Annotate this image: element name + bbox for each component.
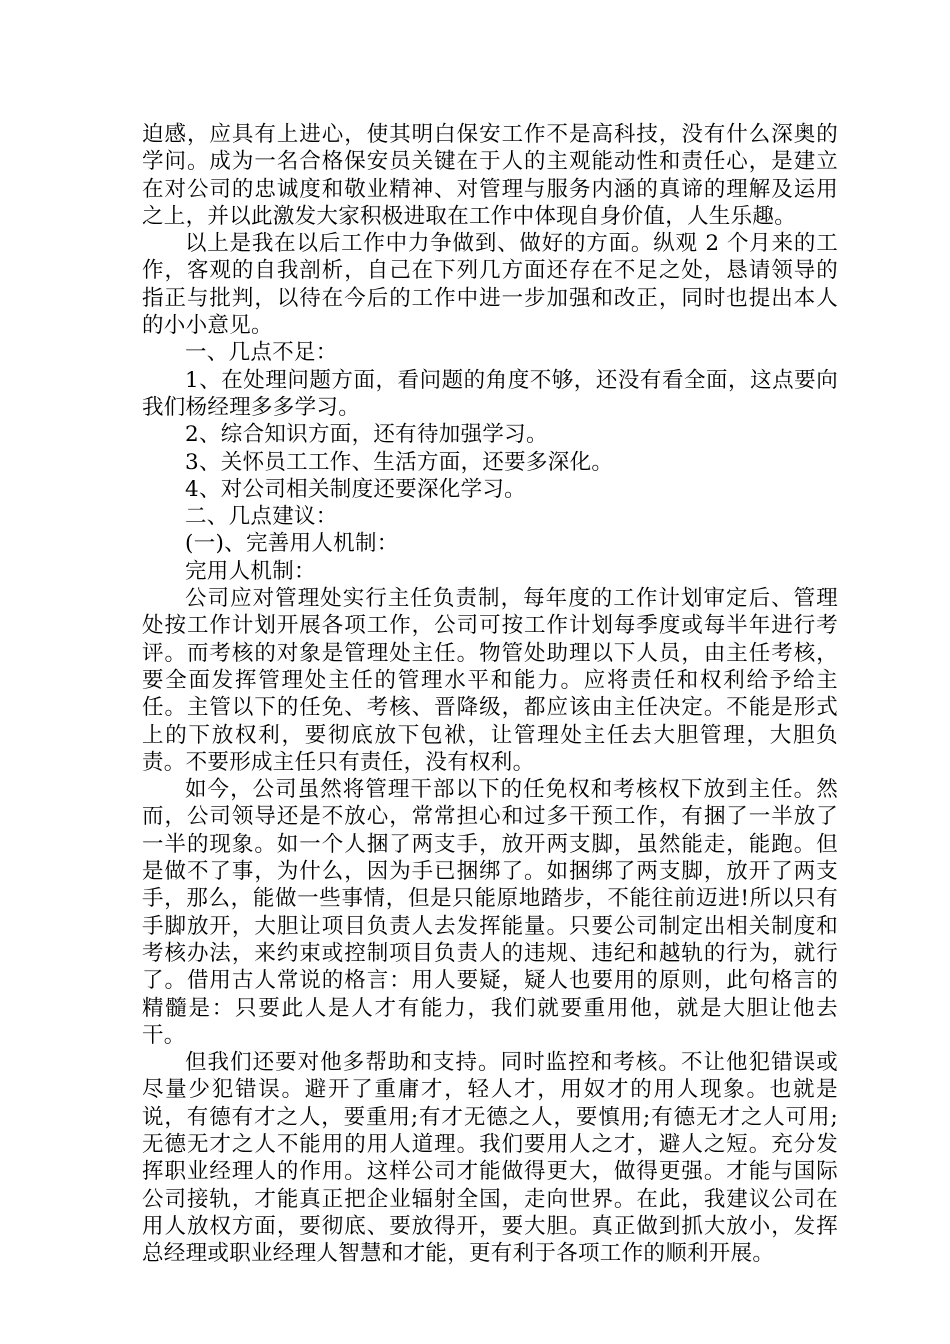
section-heading-suggestions: 二、几点建议： [185, 504, 338, 530]
list-item-shortcoming-1: 1、在处理问题方面，看问题的角度不够，还没有看全面，这点要向我们杨经理多多学习。 [142, 367, 838, 420]
paragraph-delegation: 如今，公司虽然将管理干部以下的任免权和考核权下放到主任。然而，公司领导还是不放心，常常担心和过多干预工作，有捆了一半放了一半的现象。如一个人捆了两支手，放开两支脚，虽然能走，能跑。但是做不了事，为什么，因为手已捆绑了。如捆绑了两支脚，放开了两支手，那么，能做一些事情，但是只能原地踏步，不能往前迈进!所以只有手脚放开，大胆让项目负责人去发挥能量。只要公司制定出相关制度和考核办法，来约束或控制项目负责人的违规、违纪和越轨的行为，就行了。借用古人常说的格言：用人要疑，疑人也要用的原则，此句格言的精髓是：只要此人是人才有能力，我们就要重用他，就是大胆让他去干。 [142, 777, 838, 1048]
list-item-shortcoming-3: 3、关怀员工工作、生活方面，还要多深化。 [185, 449, 614, 475]
list-item-shortcoming-2: 2、综合知识方面，还有待加强学习。 [185, 422, 548, 448]
subsection-heading-employment-mechanism: (一)、完善用人机制： [185, 531, 399, 557]
paragraph-support-and-monitoring: 但我们还要对他多帮助和支持。同时监控和考核。不让他犯错误或尽量少犯错误。避开了重庸才，轻人才，用奴才的用人现象。也就是说，有德有才之人，要重用;有才无德之人，要慎用;有德无才之人可用;无德无才之人不能用的用人道理。我们要用人之才，避人之短。充分发挥职业经理人的作用。这样公司才能做得更大，做得更强。才能与国际公司接轨，才能真正把企业辐射全国，走向世界。在此，我建议公司在用人放权方面，要彻底、要放得开，要大胆。真正做到抓大放小，发挥总经理或职业经理人智慧和才能，更有利于各项工作的顺利开展。 [142, 1050, 838, 1267]
list-item-shortcoming-4: 4、对公司相关制度还要深化学习。 [185, 476, 526, 502]
subsection-label: 完用人机制： [185, 558, 316, 584]
paragraph-director-responsibility: 公司应对管理处实行主任负责制，每年度的工作计划审定后、管理处按工作计划开展各项工作，公司可按工作计划每季度或每半年进行考评。而考核的对象是管理处主任。物管处助理以下人员，由主任考核，要全面发挥管理处主任的管理水平和能力。应将责任和权利给予给主任。主管以下的任免、考核、晋降级，都应该由主任决定。不能是形式上的下放权利，要彻底放下包袱，让管理处主任去大胆管理，大胆负责。不要形成主任只有责任，没有权利。 [142, 586, 838, 775]
paragraph-summary: 以上是我在以后工作中力争做到、做好的方面。纵观 2 个月来的工作，客观的自我剖析，自己在下列几方面还存在不足之处，恳请领导的指正与批判，以待在今后的工作中进一步加强和改正，同时也提出本人的小小意见。 [142, 231, 838, 339]
paragraph-continuation: 迫感，应具有上进心，使其明白保安工作不是高科技，没有什么深奥的学问。成为一名合格保安员关键在于人的主观能动性和责任心，是建立在对公司的忠诚度和敬业精神、对管理与服务内涵的真谛的理解及运用之上，并以此激发大家积极进取在工作中体现自身价值，人生乐趣。 [142, 122, 838, 229]
section-heading-shortcomings: 一、几点不足： [185, 340, 338, 366]
document-body [142, 121, 838, 1267]
